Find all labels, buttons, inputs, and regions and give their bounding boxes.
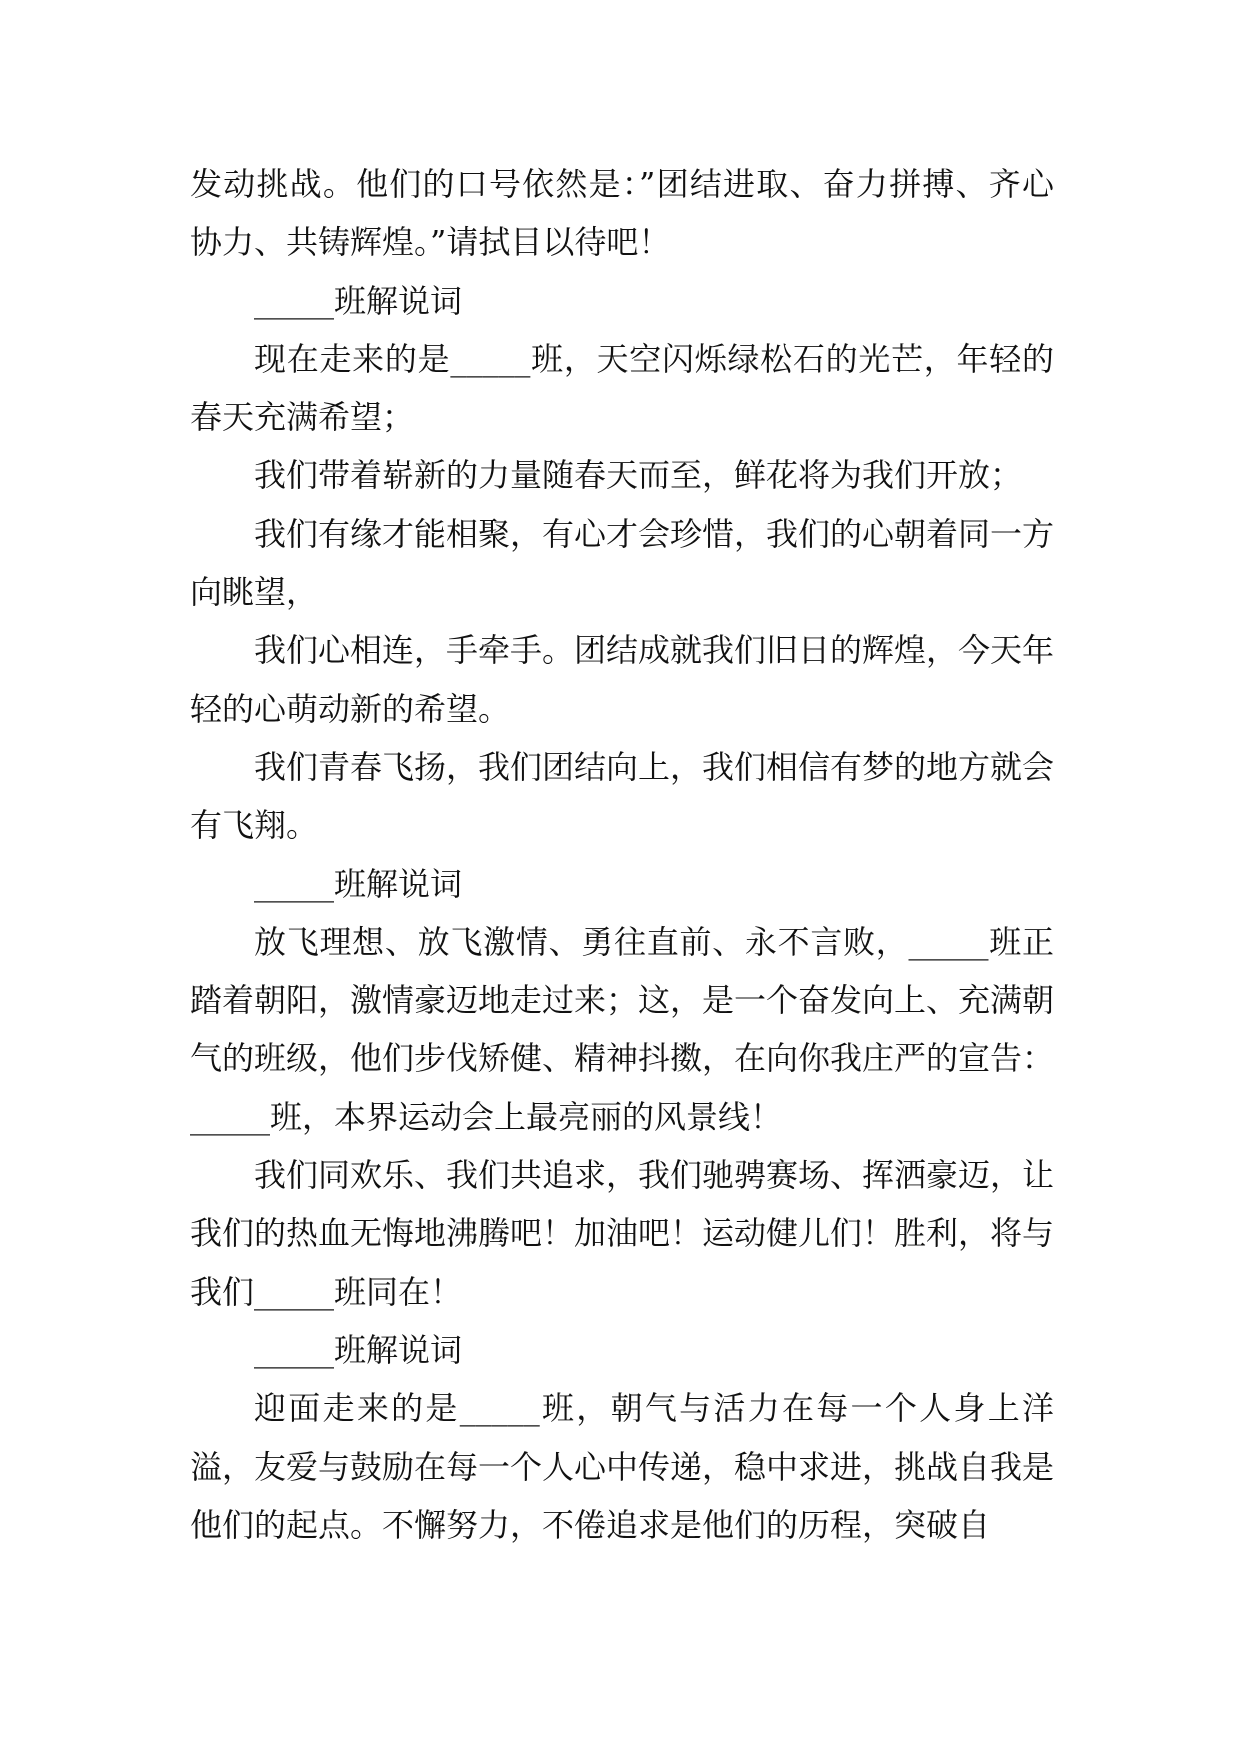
paragraph: 发动挑战。他们的口号依然是：”团结进取、奋力拼搏、齐心协力、共铸辉煌。”请拭目以待吧！ bbox=[190, 165, 1054, 262]
paragraph: 我们心相连，手牵手。团结成就我们旧日的辉煌，今天年轻的心萌动新的希望。 bbox=[190, 631, 1055, 728]
section-heading: _____班解说词 bbox=[254, 1330, 463, 1369]
paragraph: 迎面走来的是_____班，朝气与活力在每一个人身上洋溢，友爱与鼓励在每一个人心中传递，稳中求进，挑战自我是他们的起点。不懈努力，不倦追求是他们的历程，突破自 bbox=[190, 1389, 1055, 1544]
paragraph: 我们有缘才能相聚，有心才会珍惜，我们的心朝着同一方向眺望， bbox=[190, 514, 1055, 612]
section-heading: _____班解说词 bbox=[254, 281, 463, 320]
section-heading: _____班解说词 bbox=[254, 864, 463, 903]
paragraph: 放飞理想、放飞激情、勇往直前、永不言败，_____班正踏着朝阳，激情豪迈地走过来；这，是一个奋发向上、充满朝气的班级，他们步伐矫健、精神抖擞，在向你我庄严的宣告：_____班，本界运动会上最亮丽的风景线！ bbox=[190, 922, 1055, 1136]
paragraph: 我们青春飞扬，我们团结向上，我们相信有梦的地方就会有飞翔。 bbox=[190, 747, 1055, 845]
document-body bbox=[190, 155, 1054, 1554]
paragraph: 我们同欢乐、我们共追求，我们驰骋赛场、挥洒豪迈，让我们的热血无悔地沸腾吧！加油吧！运动健儿们！胜利，将与我们_____班同在！ bbox=[190, 1156, 1055, 1311]
paragraph: 现在走来的是_____班，天空闪烁绿松石的光芒，年轻的春天充满希望； bbox=[190, 339, 1054, 437]
paragraph: 我们带着崭新的力量随春天而至，鲜花将为我们开放； bbox=[254, 456, 1023, 495]
